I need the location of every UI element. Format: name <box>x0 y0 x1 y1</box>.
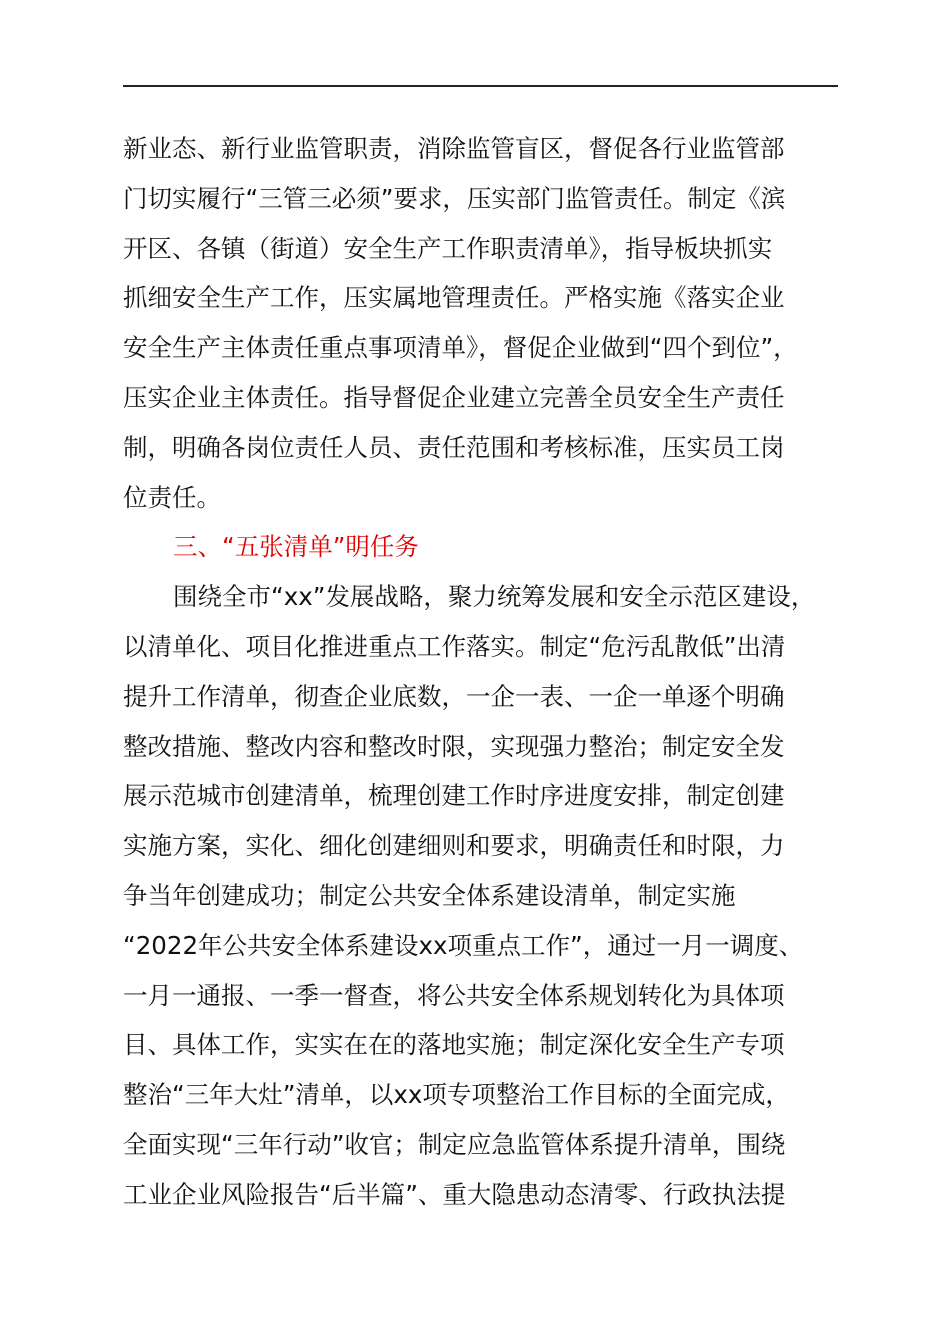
text-line: 整改措施、整改内容和整改时限，实现强力整治；制定安全发 <box>123 731 785 761</box>
text-line: 抓细安全生产工作，压实属地管理责任。严格实施《落实企业 <box>123 283 785 313</box>
document-body <box>123 124 863 1220</box>
text-line: 整治“三年大灶”清单，以xx项专项整治工作目标的全面完成， <box>123 1080 790 1110</box>
text-line: 全面实现“三年行动”收官；制定应急监管体系提升清单，围绕 <box>123 1129 786 1159</box>
text-line: 新业态、新行业监管职责，消除监管盲区，督促各行业监管部 <box>123 134 785 163</box>
text-line: 制，明确各岗位责任人员、责任范围和考核标准，压实员工岗 <box>123 432 785 462</box>
text-line: 争当年创建成功；制定公共安全体系建设清单，制定实施 <box>123 880 736 910</box>
text-line: 压实企业主体责任。指导督促企业建立完善全员安全生产责任 <box>123 382 785 412</box>
header-rule <box>123 85 838 87</box>
text-line: 门切实履行“三管三必须”要求，压实部门监管责任。制定《滨 <box>123 183 786 213</box>
text-line: 安全生产主体责任重点事项清单》，督促企业做到“四个到位”， <box>123 333 798 363</box>
text-line: 实施方案，实化、细化创建细则和要求，明确责任和时限，力 <box>123 831 785 861</box>
text-line: “2022年公共安全体系建设xx项重点工作”，通过一月一调度、 <box>123 930 804 960</box>
text-line: 目、具体工作，实实在在的落地实施；制定深化安全生产专项 <box>123 1030 785 1060</box>
text-line: 围绕全市“xx”发展战略，聚力统筹发展和安全示范区建设， <box>173 582 816 612</box>
text-line: 以清单化、项目化推进重点工作落实。制定“危污乱散低”出清 <box>123 631 786 661</box>
text-line: 位责任。 <box>123 482 221 512</box>
text-line: 工业企业风险报告“后半篇”、重大隐患动态清零、行政执法提 <box>123 1179 786 1209</box>
text-line: 展示范城市创建清单，梳理创建工作时序进度安排，制定创建 <box>123 781 785 811</box>
text-line: 开区、各镇（街道）安全生产工作职责清单》，指导板块抓实 <box>123 233 773 263</box>
section-heading: 三、“五张清单”明任务 <box>173 532 419 562</box>
text-line: 提升工作清单，彻查企业底数，一企一表、一企一单逐个明确 <box>123 681 785 711</box>
text-line: 一月一通报、一季一督查，将公共安全体系规划转化为具体项 <box>123 980 785 1010</box>
